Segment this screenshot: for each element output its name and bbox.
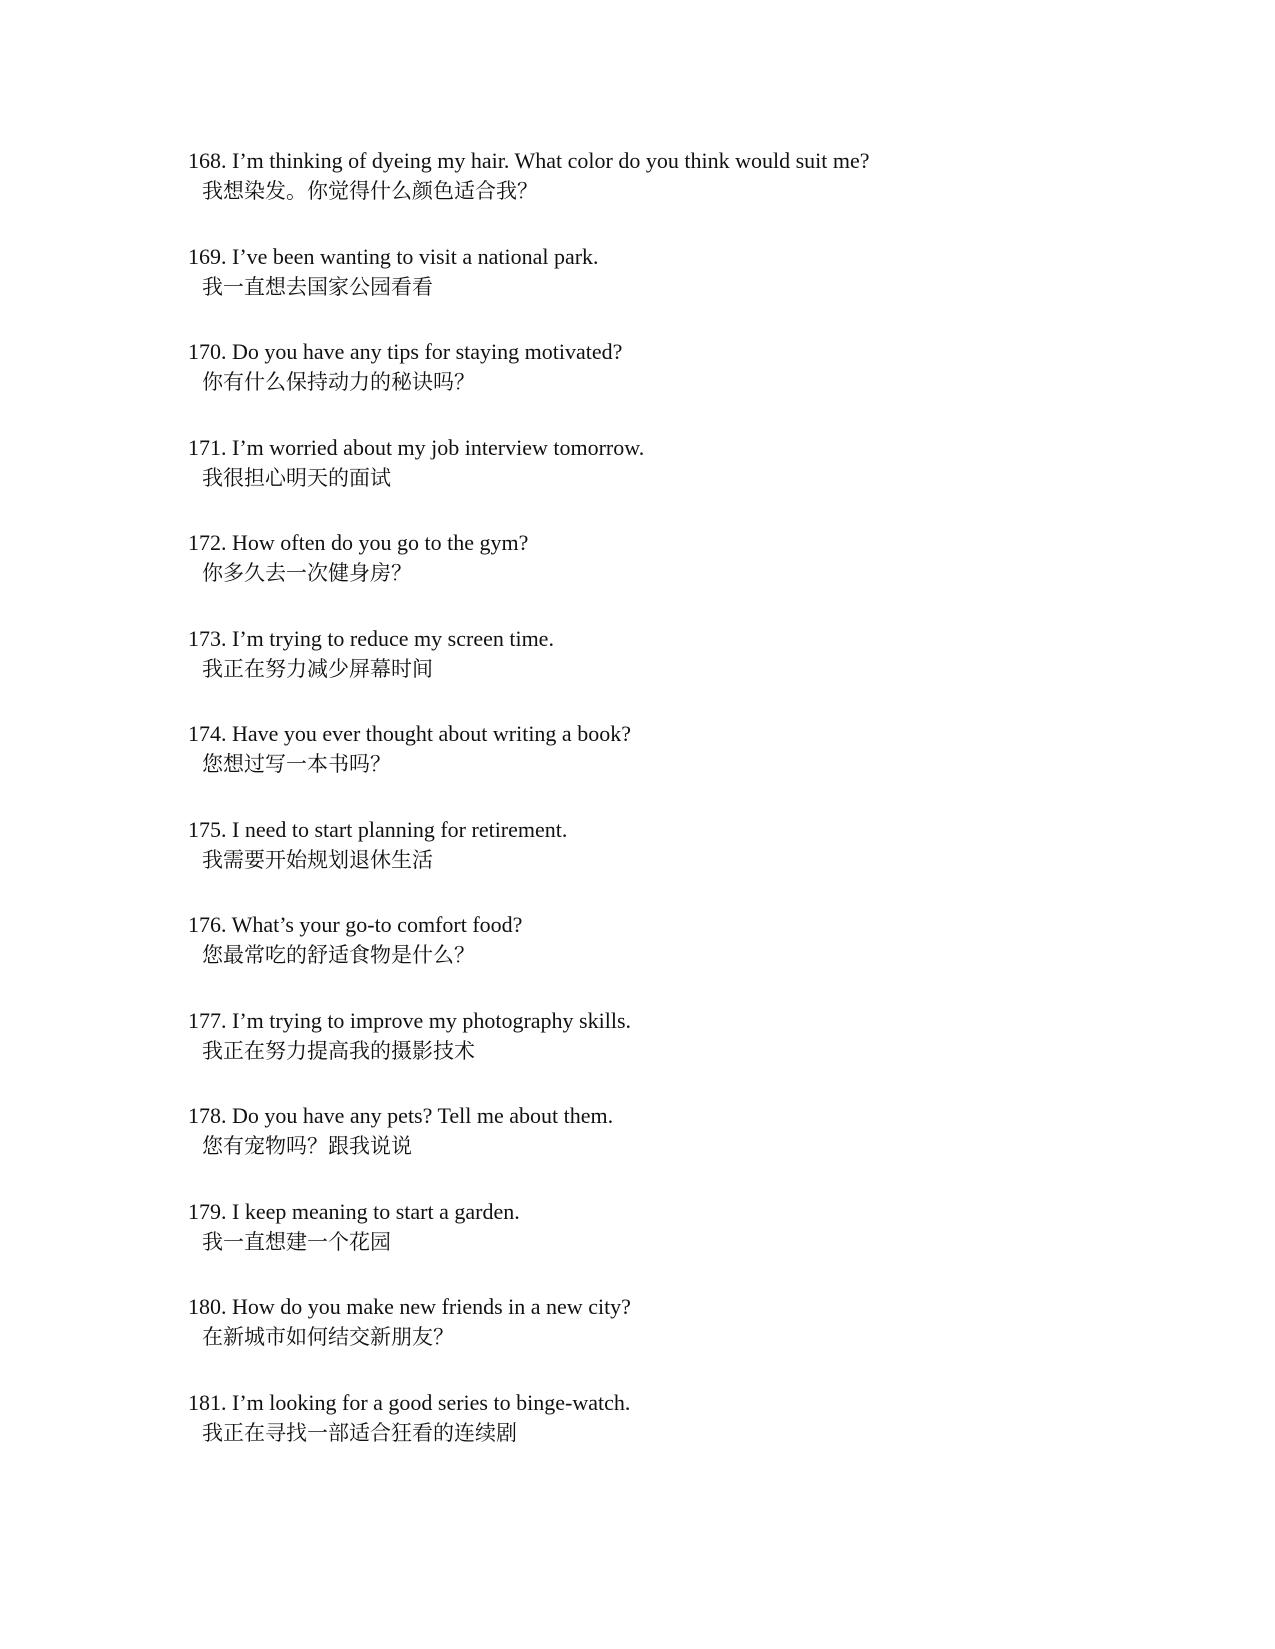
phrase-entry-178 (188, 1101, 1188, 1197)
english-phrase: 178. Do you have any pets? Tell me about them. (188, 1103, 614, 1128)
english-phrase: 181. I’m looking for a good series to binge-watch. (188, 1389, 631, 1415)
chinese-translation: 我正在寻找一部适合狂看的连续剧 (202, 1420, 517, 1445)
english-phrase: 173. I’m trying to reduce my screen time. (188, 625, 554, 651)
phrase-entry-168 (188, 146, 1188, 242)
phrase-entry-177 (188, 1006, 1188, 1102)
phrase-entry-170 (188, 337, 1188, 433)
chinese-translation: 我一直想去国家公园看看 (202, 274, 433, 299)
chinese-translation: 我一直想建一个花园 (202, 1229, 391, 1254)
english-phrase: 180. How do you make new friends in a new city? (188, 1294, 631, 1319)
phrase-entry-175 (188, 815, 1188, 911)
chinese-translation: 我正在努力减少屏幕时间 (202, 656, 433, 681)
chinese-translation: 我需要开始规划退休生活 (202, 847, 433, 872)
chinese-translation: 我正在努力提高我的摄影技术 (202, 1038, 475, 1063)
phrase-entry-169 (188, 242, 1188, 338)
english-phrase: 179. I keep meaning to start a garden. (188, 1198, 520, 1224)
phrase-entry-173 (188, 624, 1188, 720)
english-phrase: 171. I’m worried about my job interview tomorrow. (188, 434, 645, 460)
english-phrase: 176. What’s your go-to comfort food? (188, 912, 523, 937)
english-phrase: 177. I’m trying to improve my photography skills. (188, 1007, 632, 1033)
english-phrase: 175. I need to start planning for retirement. (188, 816, 568, 842)
english-phrase: 170. Do you have any tips for staying motivated? (188, 339, 623, 364)
chinese-translation: 你有什么保持动力的秘诀吗？ (202, 370, 475, 394)
english-phrase: 174. Have you ever thought about writing a book? (188, 721, 631, 746)
phrase-entry-180 (188, 1292, 1188, 1388)
english-phrase: 168. I’m thinking of dyeing my hair. What color do you think would suit me? (188, 148, 870, 173)
phrase-entry-179 (188, 1197, 1188, 1293)
chinese-translation: 我想染发。你觉得什么颜色适合我？ (202, 179, 538, 203)
english-phrase: 172. How often do you go to the gym? (188, 530, 529, 555)
chinese-translation: 我很担心明天的面试 (202, 465, 391, 490)
english-phrase: 169. I’ve been wanting to visit a national park. (188, 243, 599, 269)
phrase-entry-172 (188, 528, 1188, 624)
chinese-translation: 您有宠物吗？跟我说说 (202, 1134, 412, 1158)
chinese-translation: 你多久去一次健身房？ (202, 561, 412, 585)
phrase-entry-181 (188, 1388, 1188, 1484)
chinese-translation: 您最常吃的舒适食物是什么？ (202, 943, 475, 967)
chinese-translation: 您想过写一本书吗？ (202, 752, 391, 776)
phrase-list (188, 146, 1188, 1483)
chinese-translation: 在新城市如何结交新朋友？ (202, 1325, 454, 1349)
phrase-entry-171 (188, 433, 1188, 529)
phrase-entry-176 (188, 910, 1188, 1006)
phrase-entry-174 (188, 719, 1188, 815)
